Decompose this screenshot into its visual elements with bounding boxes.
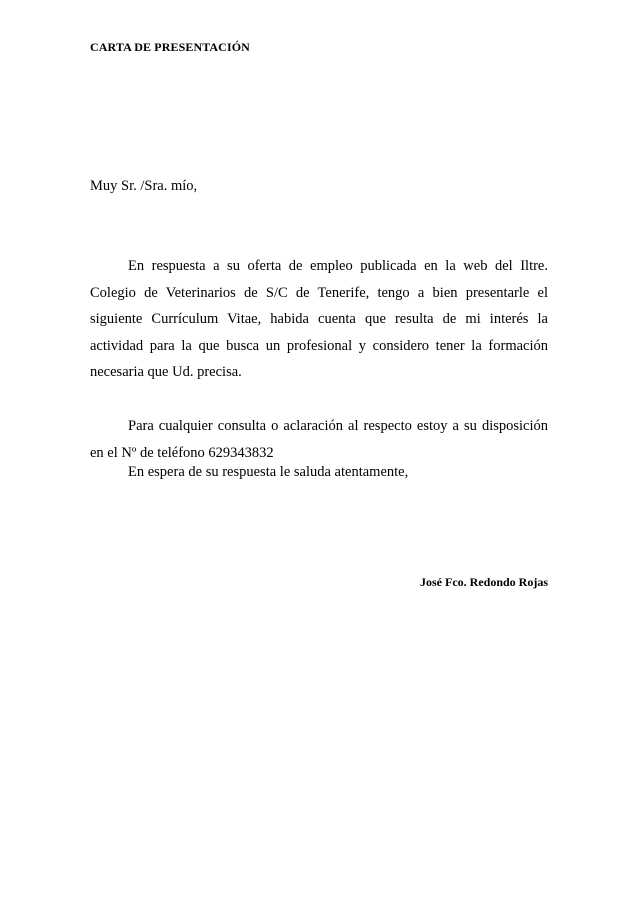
signature-name: José Fco. Redondo Rojas (420, 575, 548, 589)
paragraph-contact-info: Para cualquier consulta o aclaración al respecto estoy a su disposición en el Nº de teléfono 629343832 (90, 418, 548, 461)
paragraph-offer-response: En respuesta a su oferta de empleo publicada en la web del Iltre. Colegio de Veterinarios de S/C de Tenerife, tengo a bien presentarle el siguiente Currículum Vitae, habida cuenta que resulta de mi interés la actividad para la que busca un profesional y considero tener la formación necesaria que Ud. precisa. (90, 258, 548, 380)
salutation: Muy Sr. /Sra. mío, (90, 178, 198, 194)
document-title: CARTA DE PRESENTACIÓN (90, 40, 250, 54)
paragraph-closing: En espera de su respuesta le saluda atentamente, (128, 464, 409, 480)
